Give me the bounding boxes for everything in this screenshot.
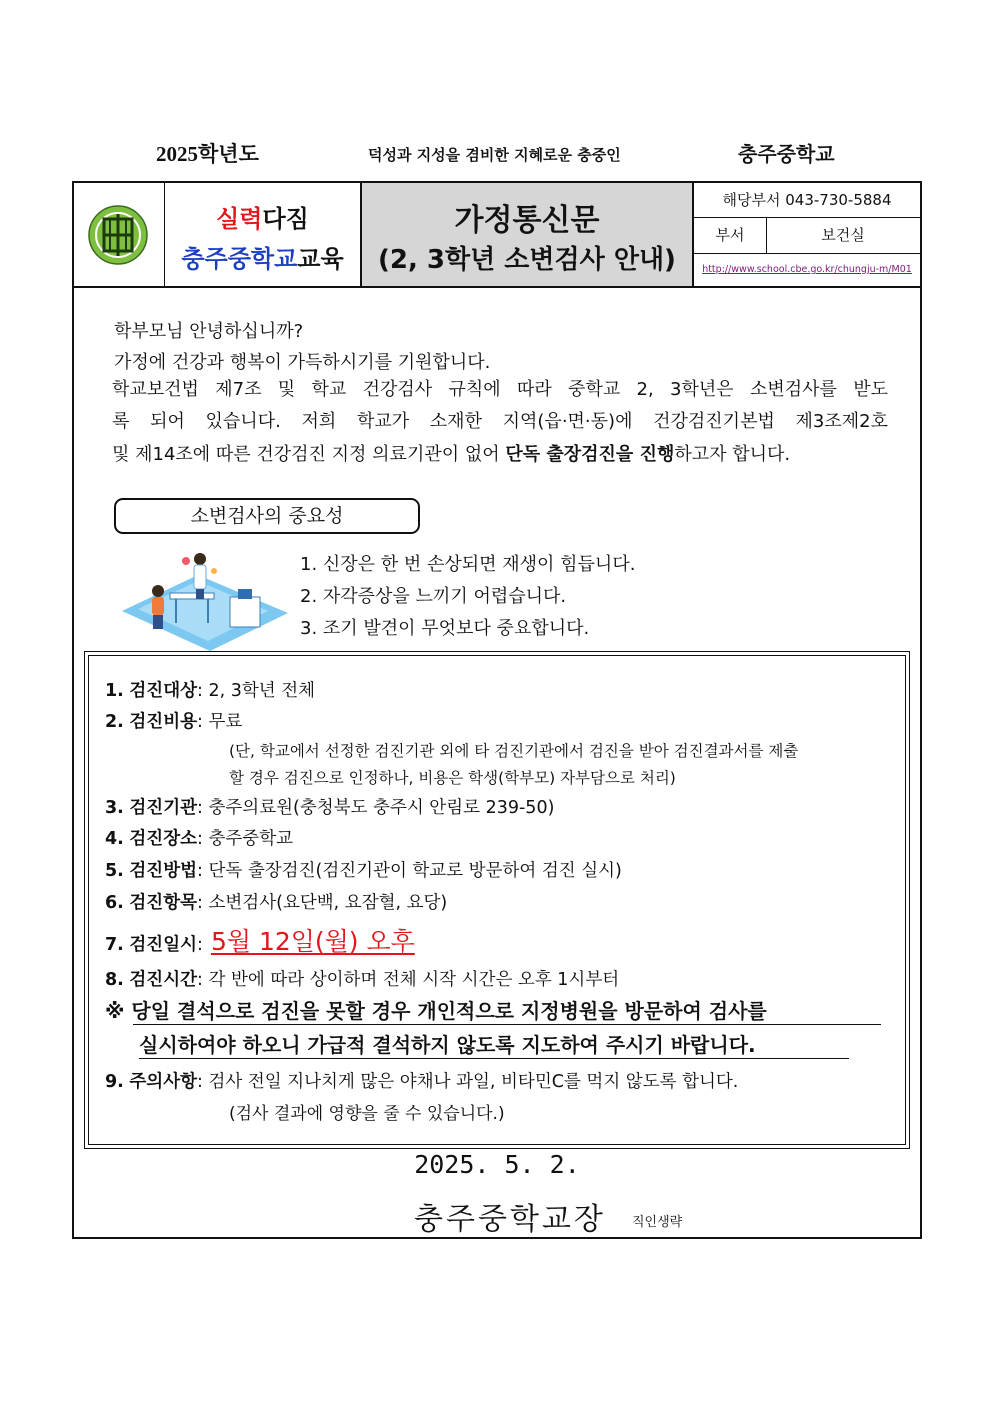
notice-frame — [72, 181, 922, 1239]
school-motto: 덕성과 지성을 겸비한 지혜로운 충중인 — [368, 146, 621, 164]
slogan-cell — [164, 183, 360, 286]
importance-item-2: 2. 자각증상을 느끼기 어렵습니다. — [300, 586, 567, 607]
slogan-school: 충주중학교 — [181, 245, 298, 273]
detail-num: 2. — [105, 712, 124, 732]
details-box — [84, 651, 910, 1149]
top-line — [72, 138, 924, 168]
detail-label: 검진대상 — [129, 681, 198, 701]
notice-header — [74, 183, 920, 288]
intro-bold: 단독 출장검진을 진행 — [505, 444, 675, 465]
importance-item-1: 1. 신장은 한 번 손상되면 재생이 힘듭니다. — [300, 554, 636, 575]
slogan-line-1 — [165, 199, 360, 234]
slogan-text: 다짐 — [262, 205, 309, 233]
detail-num: 6. — [105, 893, 124, 913]
school-url-link[interactable]: http://www.school.cbe.go.kr/chungju-m/M01 — [702, 264, 912, 275]
cost-note-2: 할 경우 검진으로 인정하나, 비용은 학생(학부모) 자부담으로 처리) — [229, 769, 676, 787]
detail-num: 1. — [105, 681, 124, 701]
intro-line-2: 록 되어 있습니다. 저희 학교가 소재한 지역(읍·면·동)에 건강검진기본법 제3조제2호 — [112, 411, 888, 432]
school-name: 충주중학교 — [738, 142, 835, 166]
detail-label: 검진비용 — [129, 712, 198, 732]
warning-underline-1 — [133, 1024, 881, 1025]
warning-underline-2 — [139, 1058, 849, 1059]
exam-date-highlight: 5월 12일(월) 오후 — [210, 927, 415, 956]
greeting-2: 가정에 건강과 행복이 가득하시기를 기원합니다. — [114, 352, 491, 373]
detail-row-method: 5. 검진방법: 단독 출장검진(검진기관이 학교로 방문하여 검진 실시) — [105, 861, 622, 881]
greeting-1: 학부모님 안녕하십니까? — [114, 321, 304, 342]
school-logo-icon — [87, 204, 149, 266]
detail-row-target: 1. 검진대상: 2, 3학년 전체 — [105, 681, 316, 701]
slogan-edu: 교육 — [297, 245, 344, 273]
detail-row-caution: 9. 주의사항: 검사 전일 지나치게 많은 야채나 과일, 비타민C를 먹지 않도록 합니다. — [105, 1072, 739, 1092]
detail-value: 각 반에 따라 상이하며 전체 시작 시간은 오후 1시부터 — [208, 970, 620, 990]
notice-title: 가정통신문 — [454, 203, 600, 238]
absence-warning-1: ※ 당일 결석으로 검진을 못할 경우 개인적으로 지정병원을 방문하여 검사를 — [105, 999, 767, 1023]
detail-label: 검진기관 — [129, 798, 198, 818]
absence-warning-2: 실시하여야 하오니 가급적 결석하지 않도록 지도하여 주시기 바랍니다. — [139, 1033, 756, 1057]
detail-num: 3. — [105, 798, 124, 818]
detail-value: 2, 3학년 전체 — [208, 681, 316, 701]
slogan-line-2 — [165, 239, 360, 274]
detail-value: 소변검사(요단백, 요잠혈, 요당) — [208, 893, 448, 913]
detail-num: 7. — [105, 935, 124, 955]
school-year: 2025학년도 — [156, 142, 259, 166]
dept-value: 보건실 — [821, 226, 865, 244]
detail-label: 검진항목 — [129, 893, 198, 913]
intro-text-end: 하고자 합니다. — [674, 444, 791, 465]
cost-note-1: (단, 학교에서 선정한 검진기관 외에 타 검진기관에서 검진을 받아 검진결과서를 제출 — [229, 742, 799, 760]
detail-label: 주의사항 — [129, 1072, 198, 1092]
intro-line-3 — [112, 439, 888, 471]
detail-label: 검진일시 — [129, 935, 198, 955]
detail-label: 검진방법 — [129, 861, 198, 881]
principal-signature: 충주중학교장 — [414, 1202, 606, 1237]
detail-num: 5. — [105, 861, 124, 881]
detail-value: 충주의료원(충청북도 충주시 안림로 239-50) — [208, 798, 555, 818]
notice-subtitle: (2, 3학년 소변검사 안내) — [378, 245, 676, 275]
title-cell — [360, 183, 694, 286]
detail-num: 8. — [105, 970, 124, 990]
logo-cell — [74, 183, 164, 286]
detail-row-date: 7. 검진일시: 5월 12일(월) 오후 — [105, 927, 415, 956]
detail-num: 9. — [105, 1072, 124, 1092]
detail-num: 4. — [105, 829, 124, 849]
detail-row-time: 8. 검진시간: 각 반에 따라 상이하며 전체 시작 시간은 오후 1시부터 — [105, 970, 620, 990]
dept-label: 부서 — [694, 217, 767, 253]
detail-value: 충주중학교 — [208, 829, 294, 849]
detail-value: 무료 — [208, 712, 243, 732]
seal-omitted-note: 직인생략 — [632, 1215, 683, 1230]
issue-date: 2025. 5. 2. — [414, 1150, 580, 1179]
importance-title: 소변검사의 중요성 — [114, 498, 420, 534]
intro-line-1: 학교보건법 제7조 및 학교 건강검사 규칙에 따라 중학교 2, 3학년은 소변검사를 받도 — [112, 379, 888, 400]
detail-row-items: 6. 검진항목: 소변검사(요단백, 요잠혈, 요당) — [105, 893, 448, 913]
dept-phone: 해당부서 043-730-5884 — [694, 183, 920, 218]
medical-checkup-illustration-icon — [118, 541, 292, 653]
importance-item-3: 3. 조기 발견이 무엇보다 중요합니다. — [300, 618, 590, 639]
slogan-highlight: 실력 — [216, 205, 263, 233]
detail-label: 검진시간 — [129, 970, 198, 990]
dept-info-cell — [694, 183, 920, 286]
detail-value: 검사 전일 지나치게 많은 야채나 과일, 비타민C를 먹지 않도록 합니다. — [208, 1072, 739, 1092]
detail-label: 검진장소 — [129, 829, 198, 849]
dept-row — [694, 217, 920, 254]
detail-row-institution: 3. 검진기관: 충주의료원(충청북도 충주시 안림로 239-50) — [105, 798, 555, 818]
detail-row-place: 4. 검진장소: 충주중학교 — [105, 829, 294, 849]
detail-value: 단독 출장검진(검진기관이 학교로 방문하여 검진 실시) — [208, 861, 622, 881]
detail-row-cost: 2. 검진비용: 무료 — [105, 712, 243, 732]
intro-text: 및 제14조에 따른 건강검진 지정 의료기관이 없어 — [112, 444, 506, 465]
caution-note: (검사 결과에 영향을 줄 수 있습니다.) — [229, 1104, 505, 1124]
